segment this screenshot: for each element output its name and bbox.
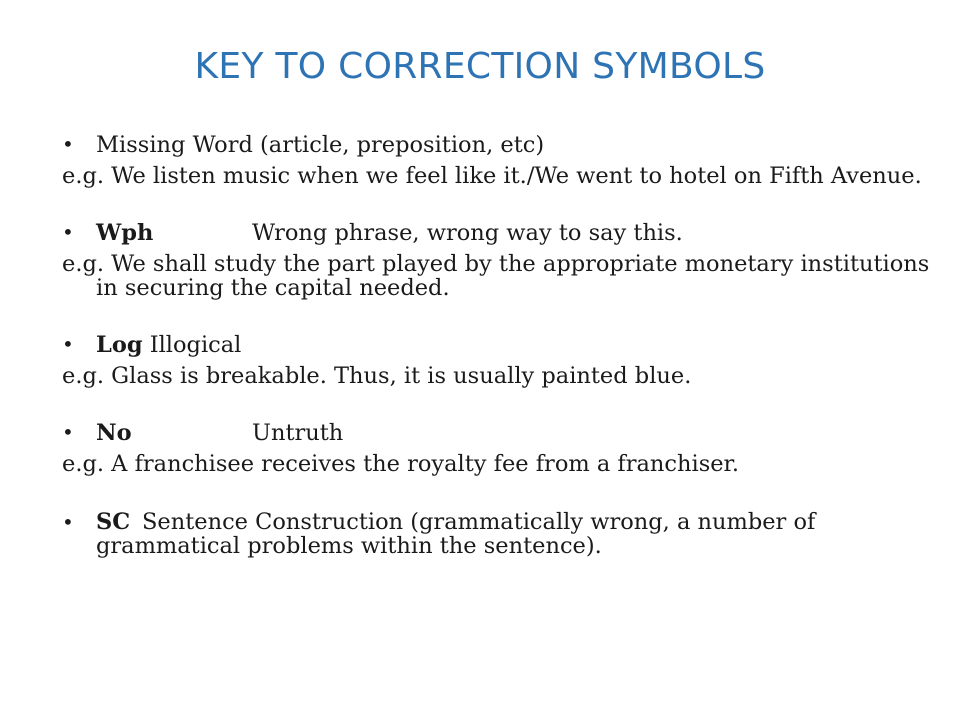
bullet-missing-word	[62, 134, 942, 164]
symbol-keyword: Wph	[96, 220, 154, 246]
bullet-description: Wrong phrase, wrong way to say this.	[252, 220, 683, 246]
bullet-wph	[62, 222, 942, 252]
symbol-keyword: No	[96, 420, 132, 446]
bullet-description: Illogical	[149, 332, 242, 358]
bullet-description: Untruth	[252, 420, 344, 446]
slide-body	[62, 134, 942, 558]
example-no: e.g. A franchisee receives the royalty fee from a franchiser.	[62, 451, 739, 477]
example-wph: e.g. We shall study the part played by the appropriate monetary institutions in securing the capital needed.	[62, 251, 930, 301]
bullet-icon: •	[62, 510, 74, 534]
bullet-no	[62, 422, 942, 452]
symbol-keyword: SC	[96, 509, 131, 535]
bullet-icon: •	[62, 220, 74, 244]
bullet-icon: •	[62, 332, 74, 356]
bullet-description: Missing Word (article, preposition, etc)	[96, 132, 545, 158]
bullet-log	[62, 334, 942, 364]
bullet-description: Sentence Construction (grammatically wrong, a number of grammatical problems within the sentence).	[96, 509, 816, 559]
bullet-icon: •	[62, 420, 74, 444]
bullet-sc	[62, 510, 942, 558]
example-log: e.g. Glass is breakable. Thus, it is usually painted blue.	[62, 363, 692, 389]
bullet-icon: •	[62, 132, 74, 156]
example-missing-word: e.g. We listen music when we feel like it./We went to hotel on Fifth Avenue.	[62, 163, 922, 189]
slide-title: KEY TO CORRECTION SYMBOLS	[194, 46, 766, 87]
symbol-keyword: Log	[96, 332, 143, 358]
